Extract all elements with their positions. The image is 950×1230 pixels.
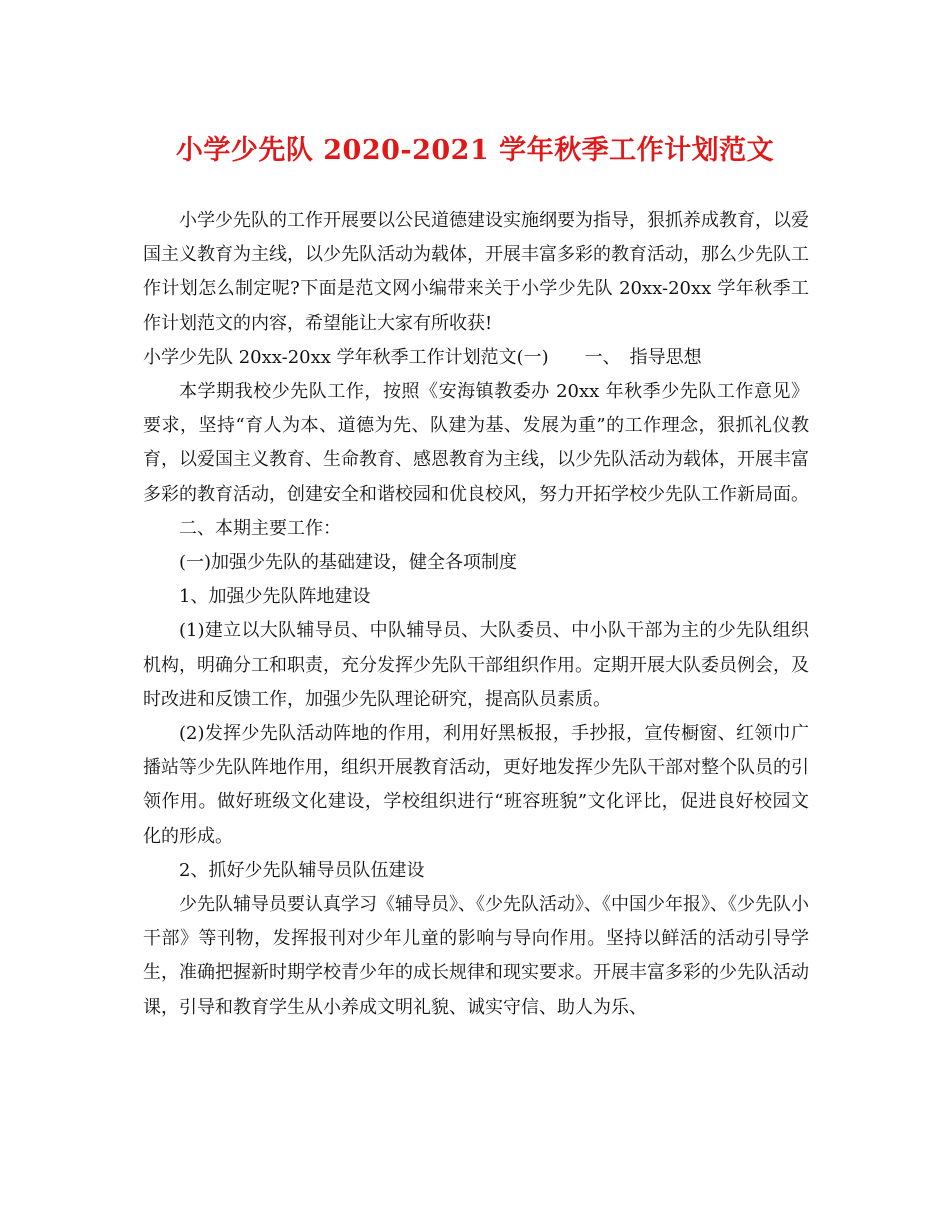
paragraph-section-heading: 小学少先队 20xx-20xx 学年秋季工作计划范文(一) 一、 指导思想 — [143, 346, 702, 368]
document-body — [143, 204, 809, 1025]
paragraph-subheading-2: 1、加强少先队阵地建设 — [179, 586, 371, 608]
paragraph-item-1: (1)建立以大队辅导员、中队辅导员、大队委员、中小队干部为主的少先队组织机构，明确分工和职责，充分发挥少先队干部组织作用。定期开展大队委员例会，及时改进和反馈工作，加强少先队理论研究，提高队员素质。 — [143, 620, 809, 710]
document-title: 小学少先队 2020-2021 学年秋季工作计划范文 — [175, 135, 775, 166]
paragraph-subheading-3: 2、抓好少先队辅导员队伍建设 — [179, 859, 425, 881]
paragraph-counselor: 少先队辅导员要认真学习《辅导员》、《少先队活动》、《中国少年报》、《少先队小干部》等刊物，发挥报刊对少年儿童的影响与导向作用。坚持以鲜活的活动引导学生，准确把握新时期学校青少年的成长规律和现实要求。开展丰富多彩的少先队活动课，引导和教育学生从小养成文明礼貌、诚实守信、助人为乐、 — [143, 894, 809, 1018]
paragraph-guiding-thought: 本学期我校少先队工作，按照《安海镇教委办 20xx 年秋季少先队工作意见》要求，坚持“育人为本、道德为先、队建为基、发展为重”的工作理念，狠抓礼仪教育，以爱国主义教育、生命教育、感恩教育为主线，以少先队活动为载体，开展丰富多彩的教育活动，创建安全和谐校园和优良校风，努力开拓学校少先队工作新局面。 — [143, 381, 809, 505]
paragraph-intro: 小学少先队的工作开展要以公民道德建设实施纲要为指导，狠抓养成教育，以爱国主义教育为主线，以少先队活动为载体，开展丰富多彩的教育活动，那么少先队工作计划怎么制定呢?下面是范文网小编带来关于小学少先队 20xx-20xx 学年秋季工作计划范文的内容，希望能让大家有所收获! — [143, 210, 809, 334]
paragraph-main-work-heading: 二、本期主要工作： — [179, 517, 341, 539]
paragraph-item-2: (2)发挥少先队活动阵地的作用，利用好黑板报，手抄报，宣传橱窗、红领巾广播站等少先队阵地作用，组织开展教育活动，更好地发挥少先队干部对整个队员的引领作用。做好班级文化建设，学校组织进行“班容班貌”文化评比，促进良好校园文化的形成。 — [143, 723, 809, 847]
paragraph-subheading-1: (一)加强少先队的基础建设，健全各项制度 — [179, 552, 518, 574]
